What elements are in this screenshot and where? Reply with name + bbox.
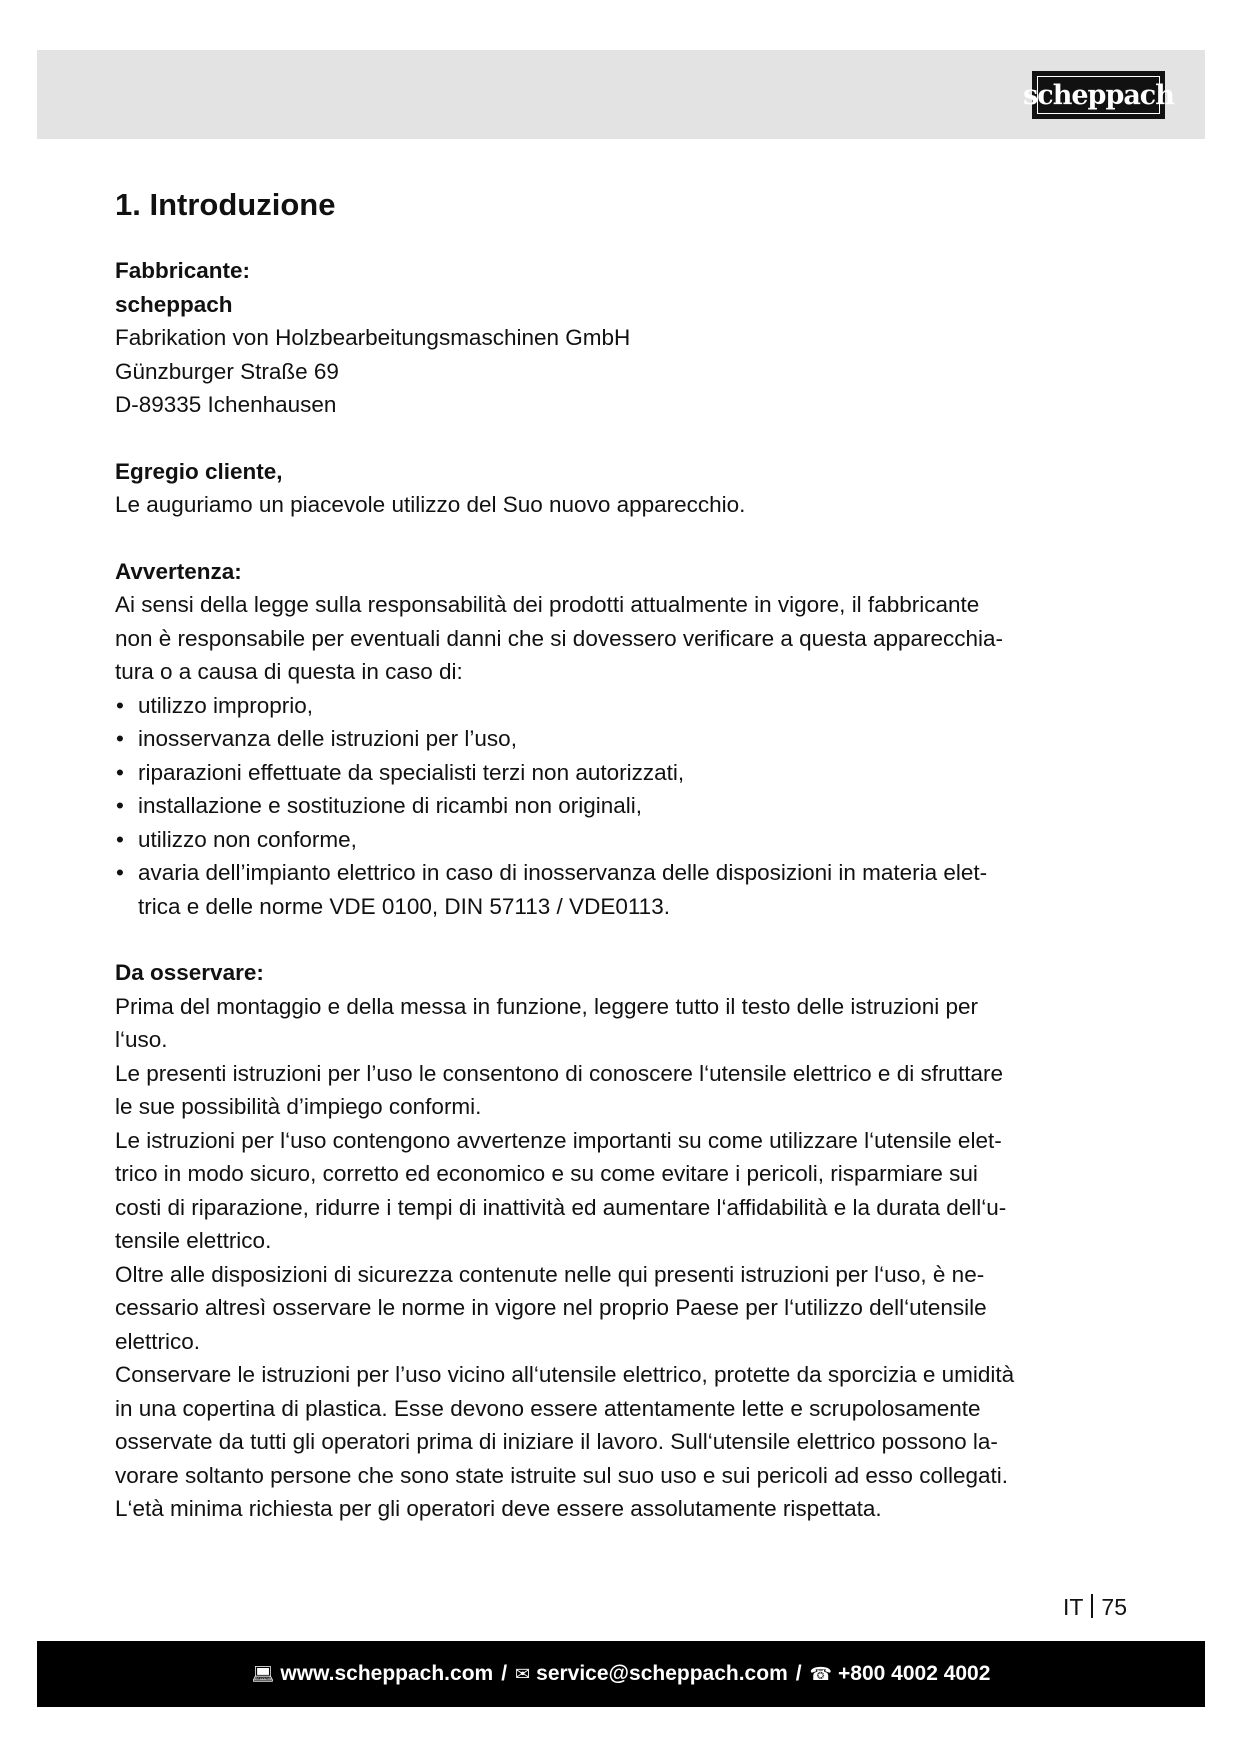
footer-separator: /	[501, 1662, 508, 1685]
footer-separator: /	[795, 1662, 802, 1685]
page-number	[1063, 1592, 1127, 1622]
notes-line: Conservare le istruzioni per l’uso vicino all‘utensile elettrico, protette da sporcizia e umidità	[115, 1362, 1015, 1387]
footer-phone[interactable]: +800 4002 4002	[838, 1662, 991, 1685]
notes-label: Da osservare:	[115, 960, 264, 985]
computer-icon: 💻︎	[251, 1663, 275, 1684]
manufacturer-name: scheppach	[115, 291, 233, 317]
scheppach-logo	[1023, 71, 1174, 119]
notes-line: le sue possibilità d’impiego conformi.	[115, 1094, 482, 1119]
list-item: • inosservanza delle istruzioni per l’uso,	[115, 722, 1135, 756]
manufacturer-line: D-89335 Ichenhausen	[115, 392, 337, 417]
manufacturer-line: Fabrikation von Holzbearbeitungsmaschinen GmbH	[115, 325, 631, 350]
manufacturer-label: Fabbricante:	[115, 258, 251, 283]
manufacturer-section	[115, 254, 1135, 422]
notes-line: osservate da tutti gli operatori prima di iniziare il lavoro. Sull‘utensile elettrico possono la-	[115, 1429, 998, 1454]
notes-line: cessario altresì osservare le norme in vigore nel proprio Paese per l‘utilizzo dell‘utensile	[115, 1295, 987, 1320]
notes-line: L‘età minima richiesta per gli operatori deve essere assolutamente rispettata.	[115, 1496, 882, 1521]
logo-text: scheppach	[1037, 76, 1160, 114]
notes-line: Le presenti istruzioni per l’uso le consentono di conoscere l‘utensile elettrico e di sfruttare	[115, 1060, 1003, 1086]
list-item: • utilizzo non conforme,	[115, 823, 1135, 857]
notes-line: in una copertina di plastica. Esse devono essere attentamente lette e scrupolosamente	[115, 1395, 981, 1421]
page-content	[115, 185, 1135, 1526]
footer-email[interactable]: service@scheppach.com	[536, 1662, 788, 1685]
phone-icon: ☎	[809, 1663, 833, 1684]
page-divider	[1091, 1594, 1093, 1618]
footer-website[interactable]: www.scheppach.com	[280, 1662, 494, 1685]
warning-line: tura o a causa di questa in caso di:	[115, 659, 463, 684]
notes-line: l‘uso.	[115, 1027, 168, 1052]
notes-line: costi di riparazione, ridurre i tempi di inattività ed aumentare l‘affidabilità e la durata dell‘u-	[115, 1194, 1007, 1220]
page-number-value: 75	[1101, 1594, 1127, 1620]
warning-list	[115, 689, 1135, 924]
greeting-text: Le auguriamo un piacevole utilizzo del Suo nuovo apparecchio.	[115, 492, 746, 517]
header-bar	[37, 50, 1205, 139]
list-item-line: avaria dell’impianto elettrico in caso di inosservanza delle disposizioni in materia elet-	[138, 860, 988, 885]
notes-section	[115, 956, 1135, 1526]
list-item: • riparazioni effettuate da specialisti terzi non autorizzati,	[115, 756, 1135, 790]
page-title: 1. Introduzione	[115, 187, 336, 222]
greeting-label: Egregio cliente,	[115, 458, 283, 484]
notes-line: trico in modo sicuro, corretto ed economico e su come evitare i pericoli, risparmiare sui	[115, 1161, 978, 1186]
notes-line: tensile elettrico.	[115, 1228, 272, 1253]
notes-line: Le istruzioni per l‘uso contengono avvertenze importanti su come utilizzare l‘utensile elet-	[115, 1127, 1002, 1153]
notes-line: vorare soltanto persone che sono state istruite sul suo uso e sui pericoli ad esso collegati.	[115, 1462, 1009, 1488]
notes-line: elettrico.	[115, 1328, 201, 1354]
footer-bar	[37, 1641, 1205, 1707]
warning-line: non è responsabile per eventuali danni che si dovessero verificare a questa apparecchia-	[115, 625, 1004, 651]
greeting-section	[115, 455, 1135, 522]
manufacturer-line: Günzburger Straße 69	[115, 358, 339, 384]
list-item	[115, 856, 1135, 923]
list-item-line: trica e delle norme VDE 0100, DIN 57113 / VDE0113.	[138, 893, 670, 919]
notes-line: Oltre alle disposizioni di sicurezza contenute nelle qui presenti istruzioni per l‘uso, è ne-	[115, 1261, 985, 1287]
warning-line: Ai sensi della legge sulla responsabilità dei prodotti attualmente in vigore, il fabbricante	[115, 592, 980, 617]
notes-line: Prima del montaggio e della messa in funzione, leggere tutto il testo delle istruzioni per	[115, 993, 978, 1019]
list-item: • installazione e sostituzione di ricambi non originali,	[115, 789, 1135, 823]
warning-section	[115, 555, 1135, 924]
page-language: IT	[1062, 1594, 1084, 1620]
warning-label: Avvertenza:	[115, 558, 242, 584]
list-item: • utilizzo improprio,	[115, 689, 1135, 723]
email-icon: ✉︎	[515, 1663, 531, 1684]
